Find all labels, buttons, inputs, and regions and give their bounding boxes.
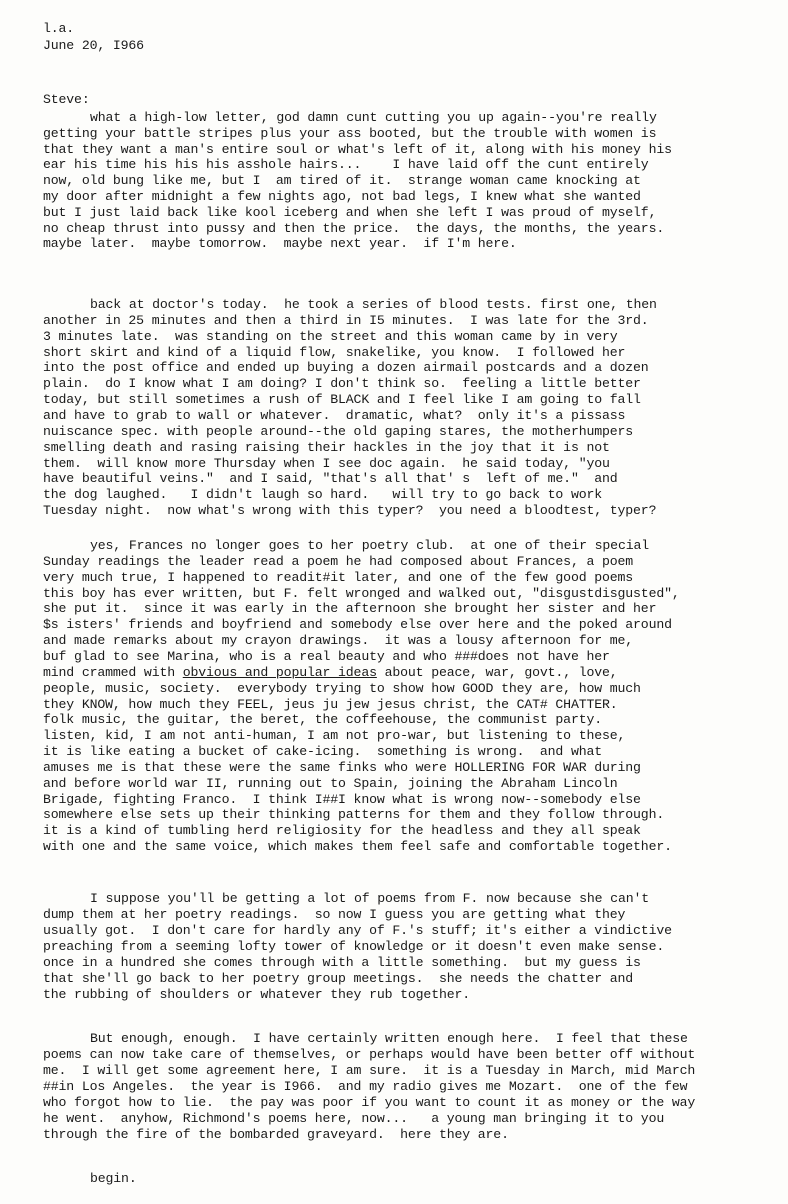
paragraph-3-line: Brigade, fighting Franco. I think I##I know what is wrong now--somebody else <box>43 791 641 807</box>
paragraph-2-line: them. will know more Thursday when I see doc again. he said today, "you <box>43 455 610 471</box>
paragraph-2-line: nuiscance spec. with people around--the old gaping stares, the motherhumpers <box>43 423 634 439</box>
paragraph-5-line: But enough, enough. I have certainly written enough here. I feel that these <box>90 1031 688 1046</box>
paragraph-5-line: he went. anyhow, Richmond's poems here, now... a young man bringing it to you <box>43 1111 665 1126</box>
closing-line: begin. <box>90 1171 137 1186</box>
paragraph-1-line: what a high-low letter, god damn cunt cutting you up again--you're really <box>90 110 657 125</box>
paragraph-4-line: I suppose you'll be getting a lot of poems from F. now because she can't <box>90 891 649 906</box>
paragraph-3-line: and made remarks about my crayon drawings. it was a lousy afternoon for me, <box>43 633 634 649</box>
paragraph-2-line: short skirt and kind of a liquid flow, snakelike, you know. I followed her <box>43 344 626 360</box>
paragraph-1-line: getting your battle stripes plus your ass booted, but the trouble with women is <box>43 125 657 141</box>
paragraph-3-line: amuses me is that these were the same finks who were HOLLERING FOR WAR during <box>43 759 641 775</box>
paragraph-3-line: Sunday readings the leader read a poem he had composed about Frances, a poem <box>43 553 634 569</box>
paragraph-3-line: this boy has ever written, but F. felt wronged and walked out, "disgustdisgusted", <box>43 585 680 601</box>
paragraph-3-line: very much true, I happened to readit#it later, and one of the few good poems <box>43 569 634 585</box>
paragraph-3-line: it is a kind of tumbling herd religiosity for the headless and they all speak <box>43 823 641 839</box>
paragraph-2-line: back at doctor's today. he took a series of blood tests. first one, then <box>90 297 657 312</box>
paragraph-2-line: smelling death and rasing raising their hackles in the joy that it is not <box>43 439 610 455</box>
paragraph-5-line: through the fire of the bombarded graveyard. here they are. <box>43 1127 509 1142</box>
paragraph-2-line: another in 25 minutes and then a third in I5 minutes. I was late for the 3rd. <box>43 312 649 328</box>
paragraph-3-line: folk music, the guitar, the beret, the coffeehouse, the communist party. <box>43 712 602 728</box>
paragraph-4-line: the rubbing of shoulders or whatever they rub together. <box>43 987 471 1002</box>
paragraph-3-line: mind crammed with obvious and popular ideas about peace, war, govt., love, <box>43 664 618 680</box>
underlined-phrase: obvious and popular ideas <box>182 664 377 680</box>
paragraph-1-line: no cheap thrust into pussy and then the price. the days, the months, the years. <box>43 220 665 236</box>
paragraph-2-line: today, but still sometimes a rush of BLACK and I feel like I am going to fall <box>43 392 641 408</box>
paragraph-5-line: poems can now take care of themselves, or perhaps would have been better off without <box>43 1047 696 1062</box>
paragraph-3-line: and before world war II, running out to Spain, joining the Abraham Lincoln <box>43 775 618 791</box>
paragraph-3-line: with one and the same voice, which makes them feel safe and comfortable together. <box>43 839 672 855</box>
paragraph-2-line: into the post office and ended up buying a dozen airmail postcards and a dozen <box>43 360 649 376</box>
paragraph-2-line: Tuesday night. now what's wrong with this typer? you need a bloodtest, typer? <box>43 503 657 519</box>
place-heading: l.a. <box>43 21 75 36</box>
paragraph-4-line: usually got. I don't care for hardly any of F.'s stuff; it's either a vindictive <box>43 923 672 938</box>
paragraph-3-line: they KNOW, how much they FEEL, jeus ju jew jesus christ, the CAT# CHATTER. <box>43 696 618 712</box>
paragraph-1-line: that they want a man's entire soul or what's left of it, along with his money his <box>43 141 672 157</box>
paragraph-4-line: that she'll go back to her poetry group meetings. she needs the chatter and <box>43 971 634 986</box>
salutation: Steve: <box>43 92 90 107</box>
paragraph-2-line: the dog laughed. I didn't laugh so hard. will try to go back to work <box>43 487 602 503</box>
paragraph-3-line: she put it. since it was early in the afternoon she brought her sister and her <box>43 601 657 617</box>
paragraph-5-line: me. I will get some agreement here, I am sure. it is a Tuesday in March, mid March <box>43 1063 696 1078</box>
paragraph-1-line: now, old bung like me, but I am tired of it. strange woman came knocking at <box>43 173 641 189</box>
paragraph-4-line: preaching from a seeming lofty tower of knowledge or it doesn't even make sense. <box>43 939 665 954</box>
paragraph-2-line: 3 minutes late. was standing on the street and this woman came by in very <box>43 328 618 344</box>
date-heading: June 20, I966 <box>43 38 144 53</box>
paragraph-3-line: $s isters' friends and boyfriend and somebody else over here and the poked around <box>43 617 672 633</box>
paragraph-4-line: dump them at her poetry readings. so now I guess you are getting what they <box>43 907 626 922</box>
paragraph-3-line: listen, kid, I am not anti-human, I am not pro-war, but listening to these, <box>43 728 626 744</box>
paragraph-3-line: buf glad to see Marina, who is a real beauty and who ###does not have her <box>43 648 610 664</box>
paragraph-1-line: my door after midnight a few nights ago, not bad legs, I knew what she wanted <box>43 189 641 204</box>
paragraph-2-line: have beautiful veins." and I said, "that's all that' s left of me." and <box>43 471 618 487</box>
paragraph-3-line: yes, Frances no longer goes to her poetry club. at one of their special <box>90 538 649 553</box>
paragraph-1-line: maybe later. maybe tomorrow. maybe next year. if I'm here. <box>43 236 517 252</box>
paragraph-5-line: who forgot how to lie. the pay was poor if you want to count it as money or the way <box>43 1095 696 1110</box>
paragraph-1-line: ear his time his his his asshole hairs... I have laid off the cunt entirely <box>43 157 649 173</box>
paragraph-3-line: somewhere else sets up their thinking patterns for them and they follow through. <box>43 807 665 823</box>
paragraph-3-line: it is like eating a bucket of cake-icing. something is wrong. and what <box>43 744 602 760</box>
paragraph-5-line: ##in Los Angeles. the year is I966. and my radio gives me Mozart. one of the few <box>43 1079 688 1094</box>
paragraph-3-line: people, music, society. everybody trying to show how GOOD they are, how much <box>43 680 641 696</box>
paragraph-2-line: and have to grab to wall or whatever. dramatic, what? only it's a pissass <box>43 407 626 423</box>
paragraph-1-line: but I just laid back like kool iceberg and when she left I was proud of myself, <box>43 204 657 220</box>
paragraph-2-line: plain. do I know what I am doing? I don't think so. feeling a little better <box>43 376 641 392</box>
paragraph-4-line: once in a hundred she comes through with a little something. but my guess is <box>43 955 641 970</box>
